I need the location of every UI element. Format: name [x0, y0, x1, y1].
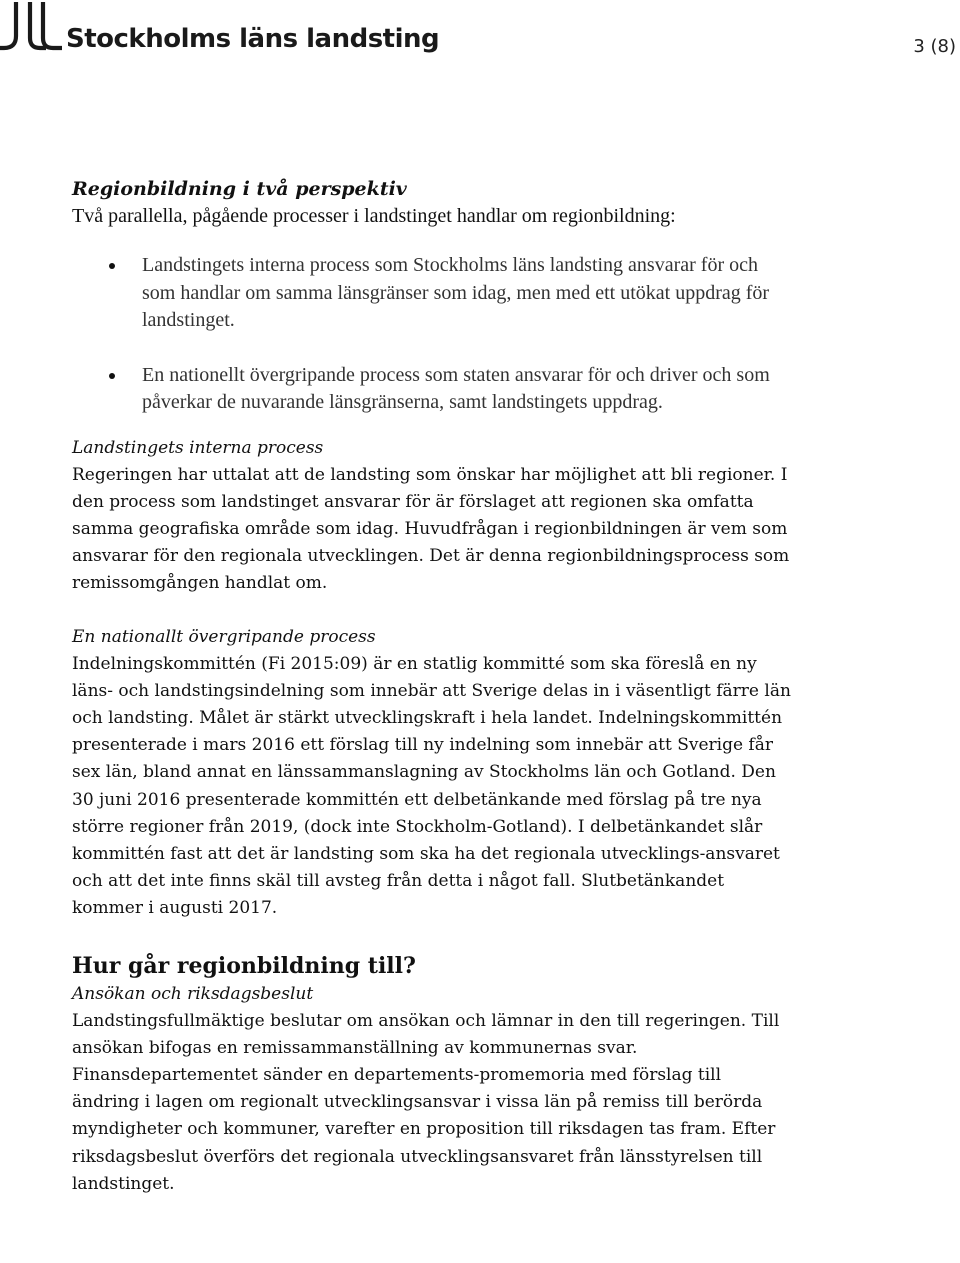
subheading-application: Ansökan och riksdagsbeslut — [72, 983, 314, 1004]
organization-logo — [0, 2, 440, 58]
page-header — [0, 0, 960, 60]
paragraph-internal-process: Regeringen har uttalat att de landsting som önskar har möjlighet att bli regioner. I den process som landstinget ansvarar för är förslaget att regionen ska omfatta samma geografiska område som idag. Huvudfrågan i regionbildningen är vem som ansvarar för den regionala utvecklingen. Det är denna regionbildningsprocess som remissomgången handlat om. — [72, 464, 790, 594]
subheading-national-process: En nationallt övergripande process — [72, 626, 376, 647]
list-item — [72, 252, 792, 335]
paragraph-application: Landstingsfullmäktige beslutar om ansökan och lämnar in den till regeringen. Till ansökan bifogas en remissammanställning av kommunernas svar. Finansdepartementet sänder en departements-promemoria med förslag till ändring i lagen om regionalt utvecklingsansvar i vissa län på remiss till berörda myndigheter och kommuner, varefter en proposition till riksdagen tas fram. Efter riksdagsbeslut överförs det regionala utvecklingsansvaret från länsstyrelsen till landstinget. — [72, 1010, 780, 1194]
section-heading-regionbildning: Regionbildning i två perspektiv — [72, 178, 407, 200]
intro-lead: Två parallella, pågående processer i landstinget handlar om regionbildning: — [72, 205, 676, 227]
bullet-icon — [109, 373, 115, 379]
list-item-text: Landstingets interna process som Stockholms läns landsting ansvarar för och som handlar om samma länsgränser som idag, men med ett utökat uppdrag för landstinget. — [142, 254, 770, 331]
section-internal-process — [72, 435, 792, 598]
organization-name: Stockholms läns landsting — [66, 24, 440, 54]
sll-logo-mark-icon — [0, 2, 62, 54]
page-number: 3 (8) — [913, 36, 956, 57]
heading-how-regionbildning: Hur går regionbildning till? — [72, 952, 416, 979]
paragraph-national-process: Indelningskommittén (Fi 2015:09) är en statlig kommitté som ska föreslå en ny läns- och landstingsindelning som innebär att Sverige delas in i väsentligt färre län och landsting. Målet är stärkt utvecklingskraft i hela landet. Indelningskommittén presenterade i mars 2016 ett förslag till ny indelning som innebär att Sverige får sex län, bland annat en länssammanslagning av Stockholms län och Gotland. Den 30 juni 2016 presenterade kommittén ett delbetänkande med förslag på tre nya större regioner från 2019, (dock inte Stockholm-Gotland). I delbetänkandet slår kommittén fast att det är landsting som ska ha det regionala utvecklings-ansvaret och att det inte finns skäl till avsteg från detta i något fall. Slutbetänkandet kommer i augusti 2017. — [72, 653, 791, 919]
subheading-internal-process: Landstingets interna process — [72, 437, 324, 458]
process-list — [72, 252, 792, 417]
section-national-process — [72, 624, 792, 923]
list-item-text: En nationellt övergripande process som staten ansvarar för och driver och som påverkar de nuvarande länsgränserna, samt landstingets uppdrag. — [142, 363, 770, 413]
document-body — [72, 176, 792, 1198]
bullet-icon — [109, 263, 115, 269]
list-item — [72, 362, 792, 417]
